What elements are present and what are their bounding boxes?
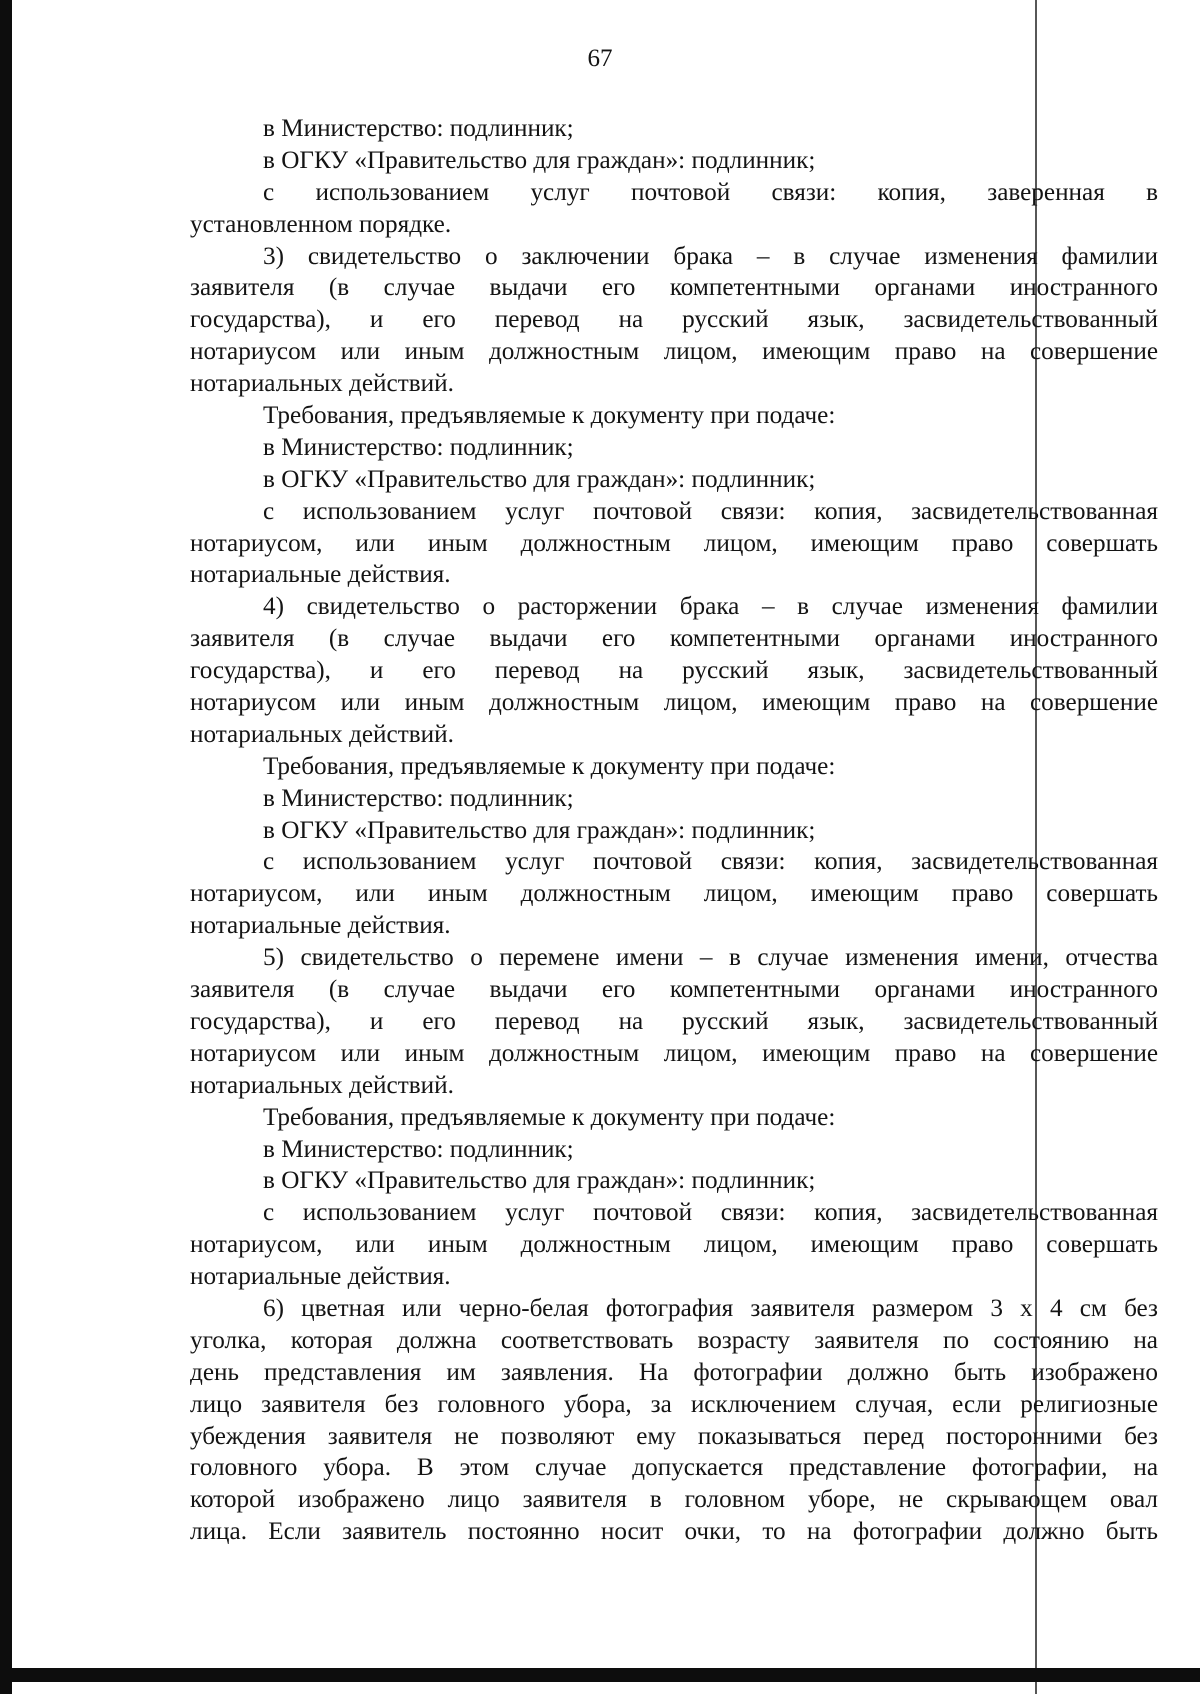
- text-line: с использованием услуг почтовой связи: копия, засвидетельствованная: [263, 1199, 1158, 1227]
- text-line: 5) свидетельство о перемене имени – в случае изменения имени, отчества: [263, 944, 1158, 972]
- text-line: нотариальные действия.: [190, 561, 451, 589]
- text-line: с использованием услуг почтовой связи: копия, засвидетельствованная: [263, 848, 1158, 876]
- text-line: в ОГКУ «Правительство для граждан»: подлинник;: [263, 1167, 816, 1195]
- scan-edge-left: [0, 0, 12, 1694]
- text-line: нотариусом или иным должностным лицом, имеющим право на совершение: [190, 1039, 1158, 1067]
- scan-edge-bottom: [0, 1668, 1200, 1682]
- text-line: 4) свидетельство о расторжении брака – в случае изменения фамилии: [263, 593, 1158, 621]
- text-line: убеждения заявителя не позволяют ему показываться перед посторонними без: [190, 1422, 1158, 1450]
- text-line: 3) свидетельство о заключении брака – в случае изменения фамилии: [263, 242, 1158, 270]
- text-line: Требования, предъявляемые к документу при подаче:: [263, 1103, 836, 1131]
- text-line: нотариальных действий.: [190, 370, 454, 398]
- text-line: с использованием услуг почтовой связи: копия, засвидетельствованная: [263, 497, 1158, 525]
- text-line: заявителя (в случае выдачи его компетентными органами иностранного: [190, 274, 1158, 302]
- text-line: нотариусом, или иным должностным лицом, имеющим право совершать: [190, 529, 1158, 557]
- text-line: лицо заявителя без головного убора, за исключением случая, если религиозные: [190, 1390, 1158, 1418]
- text-line: лица. Если заявитель постоянно носит очки, то на фотографии должно быть: [190, 1518, 1158, 1546]
- text-line: в Министерство: подлинник;: [263, 1135, 574, 1163]
- text-line: государства), и его перевод на русский язык, засвидетельствованный: [190, 306, 1158, 334]
- text-line: в ОГКУ «Правительство для граждан»: подлинник;: [263, 465, 816, 493]
- document-body: [190, 113, 1158, 1548]
- text-line: в Министерство: подлинник;: [263, 433, 574, 461]
- text-line: Требования, предъявляемые к документу при подаче:: [263, 402, 836, 430]
- text-line: 6) цветная или черно-белая фотография заявителя размером 3 х 4 см без: [263, 1294, 1158, 1322]
- text-line: Требования, предъявляемые к документу при подаче:: [263, 752, 836, 780]
- text-line: в ОГКУ «Правительство для граждан»: подлинник;: [263, 146, 816, 174]
- text-line: день представления им заявления. На фотографии должно быть изображено: [190, 1358, 1158, 1386]
- text-line: нотариусом или иным должностным лицом, имеющим право на совершение: [190, 338, 1158, 366]
- text-line: нотариальных действий.: [190, 1071, 454, 1099]
- text-line: с использованием услуг почтовой связи: копия, заверенная в: [263, 178, 1158, 206]
- text-line: государства), и его перевод на русский язык, засвидетельствованный: [190, 657, 1158, 685]
- text-line: в Министерство: подлинник;: [263, 115, 574, 142]
- text-line: в Министерство: подлинник;: [263, 784, 574, 812]
- text-line: нотариусом, или иным должностным лицом, имеющим право совершать: [190, 880, 1158, 908]
- text-line: нотариальных действий.: [190, 720, 454, 748]
- text-line: головного убора. В этом случае допускается представление фотографии, на: [190, 1454, 1158, 1482]
- text-line: нотариальные действия.: [190, 912, 451, 940]
- text-line: в ОГКУ «Правительство для граждан»: подлинник;: [263, 816, 816, 844]
- text-line: заявителя (в случае выдачи его компетентными органами иностранного: [190, 976, 1158, 1004]
- text-line: нотариусом, или иным должностным лицом, имеющим право совершать: [190, 1231, 1158, 1259]
- text-line: государства), и его перевод на русский язык, засвидетельствованный: [190, 1007, 1158, 1035]
- text-line: уголка, которая должна соответствовать возрасту заявителя по состоянию на: [190, 1326, 1158, 1354]
- text-line: заявителя (в случае выдачи его компетентными органами иностранного: [190, 625, 1158, 653]
- page-number: 67: [587, 45, 613, 72]
- text-line: нотариальные действия.: [190, 1263, 451, 1291]
- text-line: нотариусом или иным должностным лицом, имеющим право на совершение: [190, 689, 1158, 717]
- text-line: которой изображено лицо заявителя в головном уборе, не скрывающем овал: [190, 1486, 1158, 1514]
- text-line: установленном порядке.: [190, 210, 452, 238]
